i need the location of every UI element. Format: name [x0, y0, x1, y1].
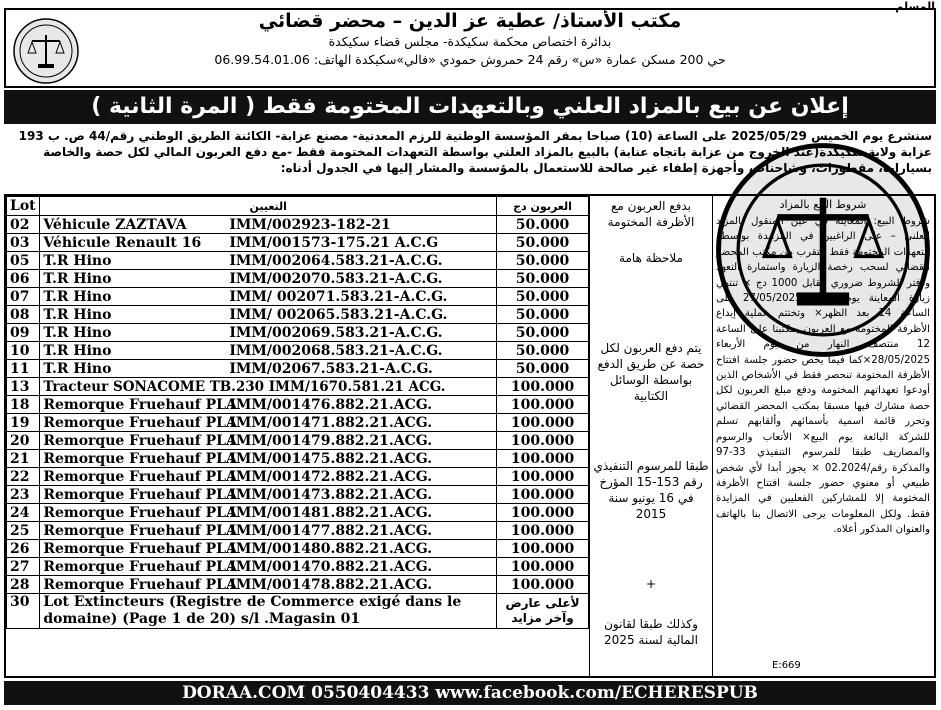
deposit-amount: 100.000: [497, 414, 589, 432]
vehicle-name: Remorque Fruehauf PLA: [43, 504, 237, 521]
lot-designation: [40, 342, 497, 360]
lot-number: 28: [7, 576, 40, 594]
deposit-amount: 50.000: [497, 234, 589, 252]
deposit-amount: 100.000: [497, 468, 589, 486]
lot-number: 26: [7, 540, 40, 558]
table-row: [7, 270, 589, 288]
reference-code: E:669: [772, 660, 801, 671]
jurisdiction: بدائرة اختصاص محكمة سكيكدة- مجلس قضاء سكيكدة: [328, 34, 612, 49]
lot-designation: [40, 414, 497, 432]
lot-number: 19: [7, 414, 40, 432]
deposit-amount: 100.000: [497, 450, 589, 468]
lot-designation: [40, 216, 497, 234]
registration-number: IMM/ 002065.583.21-A.C.G.: [229, 306, 448, 323]
lot-number: 24: [7, 504, 40, 522]
deposit-header: العربون دج: [497, 197, 589, 216]
lot-number: 23: [7, 486, 40, 504]
lot-number: 13: [7, 378, 40, 396]
lot-designation: [40, 486, 497, 504]
table-row: [7, 378, 589, 396]
table-row: [7, 432, 589, 450]
lot-designation: [40, 576, 497, 594]
registration-number: IMM/001470.882.21.ACG.: [229, 558, 433, 575]
lot-number: 07: [7, 288, 40, 306]
table-row: [7, 414, 589, 432]
notice-title: إعلان عن بيع بالمزاد العلني وبالتعهدات المختومة فقط ( المرة الثانية ): [4, 90, 936, 124]
payment-note: يتم دفع العربون لكل حصة عن طريق الدفع بواسطة الوسائل الكتابية: [597, 341, 705, 403]
vehicle-name: Remorque Fruehauf PLA: [43, 540, 237, 557]
registration-number: IMM/001478.882.21.ACG.: [229, 576, 433, 593]
office-name: مكتب الأستاذ/ عطية عز الدين – محضر قضائي: [258, 10, 682, 32]
registration-number: IMM/001477.882.21.ACG.: [229, 522, 433, 539]
deposit-amount: 100.000: [497, 504, 589, 522]
registration-number: IMM/ 002071.583.21-A.C.G.: [229, 288, 448, 305]
deposit-amount: 50.000: [497, 342, 589, 360]
conditions-heading: شروط البيع بالمزاد: [779, 198, 867, 211]
registration-number: IMM/001573-175.21 A.C.G: [229, 234, 439, 251]
lot-number: 27: [7, 558, 40, 576]
table-row: [7, 504, 589, 522]
lot-designation: [40, 378, 497, 396]
deposit-amount: 50.000: [497, 270, 589, 288]
vehicle-name: Lot Extincteurs (Registre de Commerce exigé dans le domaine) (Page 1 de 20) s/l .Magasin 01: [43, 594, 462, 627]
table-header-row: [7, 197, 589, 216]
registration-number: IMM/02067.583.21-A.C.G.: [229, 360, 433, 377]
registration-number: IMM/002068.583.21-A.C.G.: [229, 342, 443, 359]
deposit-amount: 50.000: [497, 324, 589, 342]
registration-number: IMM/001472.882.21.ACG.: [229, 468, 433, 485]
address-line: حي 200 مسكن عمارة «س» رقم 24 حمروش حمودي «فالي»سكيكدة الهاتف: 06.99.54.01.06: [214, 52, 726, 67]
registration-number: IMM/002064.583.21-A.C.G.: [229, 252, 443, 269]
vehicle-name: T.R Hino: [43, 252, 112, 269]
registration-number: IMM/001480.882.21.ACG.: [229, 540, 433, 557]
lot-designation: [40, 270, 497, 288]
intro-paragraph: سنشرع يوم الخميس 2025/05/29 على الساعة (10) صباحا بمقر المؤسسة الوطنية للرزم المعدنية- مصنع عزابة- الكائنة الطريق الوطني رقم/44 ص. ب 193 عزابة ولاية سكيكدة(عند الخروج من عزابة باتجاه عنابة) بالبيع بالمزاد العلني بواسطة التعهدات المختومة فقط -مع دفع العربون المالي لكل حصة والخاصة بسيارات، مقطورات، وشاحنات، وأجهزة إطفاء غير صالحة للاستعمال بالمؤسسة والمشار إليها في الجدول أدناه:: [18, 129, 932, 175]
table-row: [7, 306, 589, 324]
deposit-amount: 100.000: [497, 486, 589, 504]
table-row: [7, 234, 589, 252]
deposit-amount: 50.000: [497, 252, 589, 270]
table-row: [7, 342, 589, 360]
table-row: [7, 288, 589, 306]
lots-body: [7, 216, 589, 629]
vehicle-name: Véhicule ZAZTAVA: [43, 216, 187, 233]
lot-designation: [40, 450, 497, 468]
table-row: [7, 558, 589, 576]
vehicle-name: Remorque Fruehauf PLA: [43, 396, 237, 413]
footer-contact: DORAA.COM 0550404433 www.facebook.com/ECHERESPUB: [4, 681, 936, 705]
lot-designation: [40, 252, 497, 270]
registration-number: IMM/002069.583.21-A.C.G.: [229, 324, 443, 341]
lot-number: 08: [7, 306, 40, 324]
lot-number: 18: [7, 396, 40, 414]
vehicle-name: T.R Hino: [43, 270, 112, 287]
vehicle-name: T.R Hino: [43, 360, 112, 377]
registration-number: IMM/001471.882.21.ACG.: [229, 414, 433, 431]
decree-reference: طبقا للمرسوم التنفيذي رقم 153-15 المؤرخ في 16 يونيو سنة 2015: [593, 459, 709, 521]
vehicle-name: T.R Hino: [43, 288, 112, 305]
table-row: [7, 486, 589, 504]
registration-number: IMM/002070.583.21-A.C.G.: [229, 270, 443, 287]
lot-designation: [40, 234, 497, 252]
registration-number: IMM/001473.882.21.ACG.: [229, 486, 433, 503]
deposit-amount: 50.000: [497, 306, 589, 324]
header-box: [4, 8, 936, 88]
lot-number: 21: [7, 450, 40, 468]
table-row: [7, 396, 589, 414]
lot-number: 25: [7, 522, 40, 540]
vehicle-name: Remorque Fruehauf PLA: [43, 486, 237, 503]
table-row: [7, 252, 589, 270]
deposit-amount: 50.000: [497, 216, 589, 234]
vehicle-name: Remorque Fruehauf PLA: [43, 414, 237, 431]
table-row: [7, 216, 589, 234]
middle-heading: بدفع العربون مع الأظرفة المختومة: [607, 199, 695, 229]
lots-table: [6, 196, 589, 629]
vehicle-name: T.R Hino: [43, 306, 112, 323]
vehicle-name: Remorque Fruehauf PLA: [43, 558, 237, 575]
lot-number: 11: [7, 360, 40, 378]
lot-number: 10: [7, 342, 40, 360]
note-label: ملاحظة هامة: [619, 251, 683, 265]
table-row: [7, 594, 589, 629]
lot-designation: [40, 432, 497, 450]
lot-number: 06: [7, 270, 40, 288]
lot-number: 22: [7, 468, 40, 486]
lot-designation: [40, 396, 497, 414]
vehicle-name: Remorque Fruehauf PLA: [43, 450, 237, 467]
vehicle-name: T.R Hino: [43, 342, 112, 359]
lot-designation: [40, 594, 497, 629]
table-row: [7, 540, 589, 558]
table-row: [7, 468, 589, 486]
finance-law: وكذلك طبقا لقانون المالية لسنة 2025: [604, 617, 698, 647]
registration-number: IMM/002923-182-21: [229, 216, 391, 233]
deposit-amount: 100.000: [497, 576, 589, 594]
scales-of-justice-emblem-icon: [12, 17, 80, 85]
deposit-amount: 50.000: [497, 288, 589, 306]
main-box: [4, 194, 936, 678]
sale-conditions-column: [712, 196, 934, 676]
lot-designation: [40, 558, 497, 576]
deposit-amount: لأعلى عارض وآخر مزايد: [497, 594, 589, 629]
lot-number: 03: [7, 234, 40, 252]
lot-designation: [40, 288, 497, 306]
lot-number: 20: [7, 432, 40, 450]
lot-number: 05: [7, 252, 40, 270]
vehicle-name: Remorque Fruehauf PLA: [43, 468, 237, 485]
vehicle-name: Remorque Fruehauf PLA: [43, 522, 237, 539]
lot-designation: [40, 540, 497, 558]
lot-header: Lot: [7, 197, 40, 216]
designation-header: التعيين: [40, 197, 497, 216]
table-row: [7, 324, 589, 342]
table-row: [7, 522, 589, 540]
conditions-body: شروط البيع: المعاينة في عين المنقول بالمزاد العلني – على الراغبين في المزايدة بواسطة التعهدات المختومة فقط التقرب من مكتب المحضر القضائي لسحب رخصة الزيارة واستمارة التعهد ودفتر الشروط ضروري مقابل 1000 دج × تنتهي زيارة المعاينة يوم الثلاثاء 27/05/2025 على الساعة 14 بعد الظهر× وتختتم عملية إيداع الأظرفة المختومة مع العربون بمكتبنا على الساعة 12 منتصف النهار من يوم الأربعاء 28/05/2025×كما فيما يخص حضور جلسة افتتاح الأظرفة المختومة تنحصر فقط في الأشخاص الذين أودعوا تعهداتهم المختومة ودفع مبلغ العربون لكل حصة مشارك فيها مسبقا بمكتب المحضر القضائي وتحرر قائمة اسمية بأسمائهم وألقابهم تسلم للشركة البائعة يوم البيع× الأتعاب والرسوم والمصاريف طبقا للمرسوم التنفيذي 33-97 والمذكرة رقم/02.2024 × يجوز أبدا لأي شخص طبيعي أو معنوي حضور جلسة افتتاح الأظرفة المختومة إلا للمشاركين الفعليين في المزايدة فقط. ولكل المعلومات يرجى الاتصال بنا بالهاتف والعنوان المذكور أعلاه.: [716, 216, 931, 536]
top-mark: المسلم: [895, 0, 935, 13]
vehicle-name: Véhicule Renault 16: [43, 234, 202, 251]
vehicle-name: Tracteur SONACOME TB.230 IMM/1670.581.21 ACG.: [43, 378, 446, 395]
registration-number: IMM/001476.882.21.ACG.: [229, 396, 433, 413]
registration-number: IMM/001475.882.21.ACG.: [229, 450, 433, 467]
lot-designation: [40, 360, 497, 378]
lot-designation: [40, 468, 497, 486]
vehicle-name: Remorque Fruehauf PLA: [43, 432, 237, 449]
lot-number: 09: [7, 324, 40, 342]
lot-designation: [40, 522, 497, 540]
deposit-amount: 100.000: [497, 522, 589, 540]
registration-number: IMM/001481.882.21.ACG.: [229, 504, 433, 521]
deposit-amount: 100.000: [497, 540, 589, 558]
middle-column: [589, 196, 713, 676]
vehicle-name: T.R Hino: [43, 324, 112, 341]
deposit-amount: 100.000: [497, 432, 589, 450]
plus-sign: +: [645, 577, 657, 591]
deposit-amount: 100.000: [497, 396, 589, 414]
lot-designation: [40, 306, 497, 324]
vehicle-name: Remorque Fruehauf PLA: [43, 576, 237, 593]
lot-designation: [40, 324, 497, 342]
deposit-amount: 100.000: [497, 558, 589, 576]
registration-number: IMM/001479.882.21.ACG.: [229, 432, 433, 449]
lot-designation: [40, 504, 497, 522]
lot-number: 30: [7, 594, 40, 629]
table-row: [7, 576, 589, 594]
lot-number: 02: [7, 216, 40, 234]
table-row: [7, 450, 589, 468]
table-row: [7, 360, 589, 378]
deposit-amount: 100.000: [497, 378, 589, 396]
deposit-amount: 50.000: [497, 360, 589, 378]
